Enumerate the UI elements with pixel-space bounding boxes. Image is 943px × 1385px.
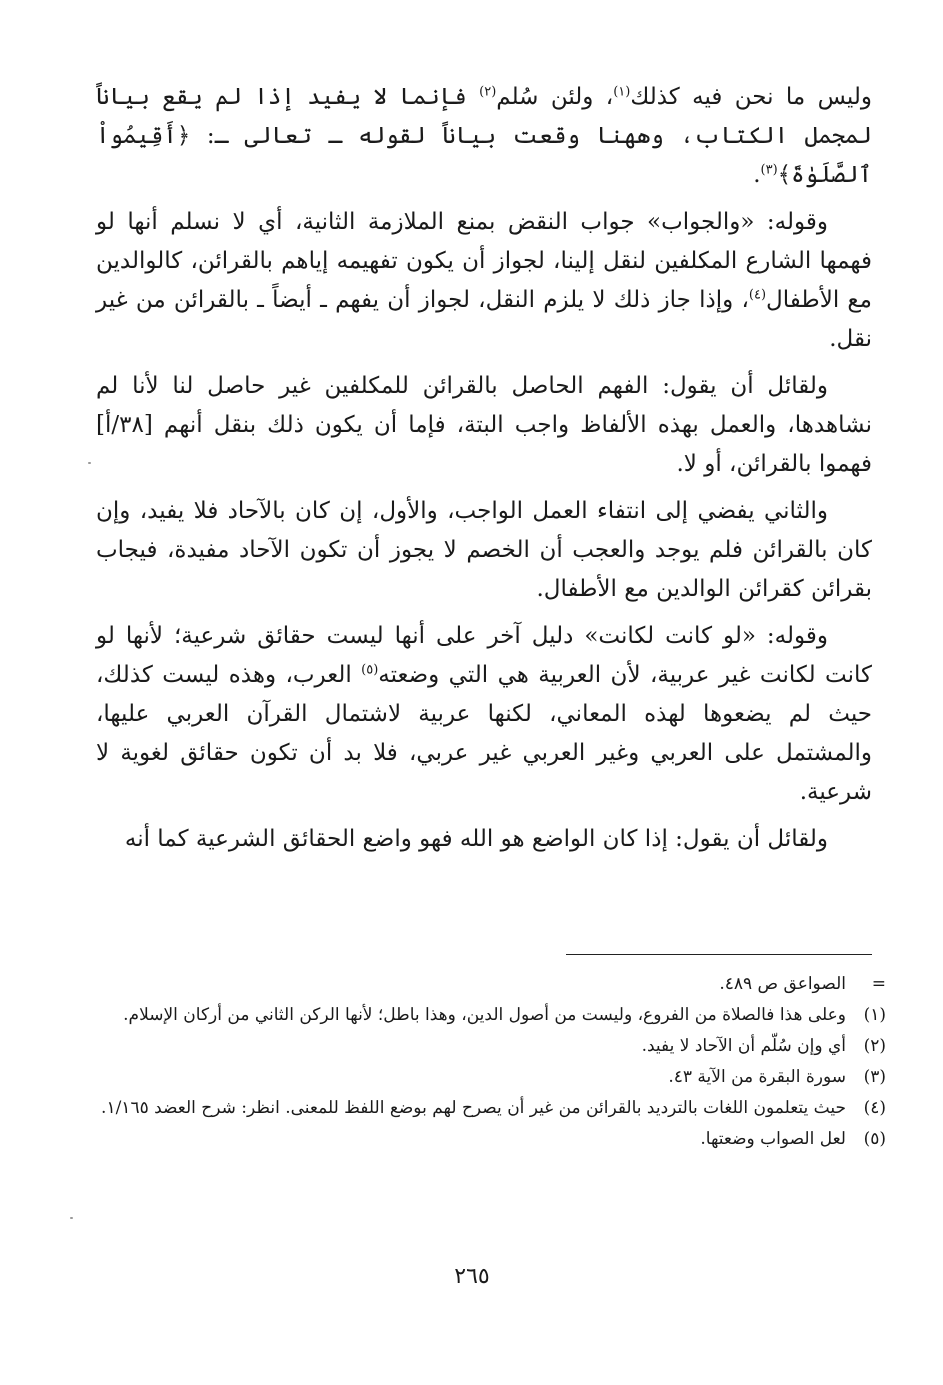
scan-speck bbox=[70, 1217, 73, 1219]
footnote-text: حيث يتعلمون اللغات بالترديد بالقرائن من غير أن يصرح لهم بوضع اللفظ للمعنى. انظر: شرح العضد ١/١٦٥. bbox=[101, 1098, 846, 1118]
footnote bbox=[96, 1094, 886, 1122]
footnote-text: وعلى هذا فالصلاة من الفروع، وليست من أصول الدين، وهذا باطل؛ لأنها الركن الثاني من أركان الإسلام. bbox=[123, 1005, 846, 1025]
paragraph-text: وليس ما نحن فيه كذلك bbox=[630, 84, 872, 110]
footnote bbox=[96, 1001, 886, 1029]
footnote-mark: = bbox=[871, 974, 886, 994]
paragraph-text: . bbox=[753, 162, 761, 188]
footnote-reference: (٤) bbox=[748, 287, 767, 303]
footnote-mark: (٤) bbox=[863, 1098, 886, 1118]
paragraph bbox=[96, 492, 872, 609]
paragraph-text: العرب، وهذه ليست كذلك، حيث لم يضعوها لهذه المعاني، لكنها عربية لاشتمال القرآن العربي عليها، والمشتمل على العربي وغير العربي غير عربي، فلا بد أن تكون حقائق لغوية لا شرعية. bbox=[96, 662, 872, 805]
page-number: ٢٦٥ bbox=[454, 1264, 490, 1289]
footnote-text: أي وإن سُلّم أن الآحاد لا يفيد. bbox=[641, 1036, 846, 1056]
paragraph-text: وقوله: «والجواب» جواب النقض بمنع الملازمة الثانية، أي لا نسلم أنها لو فهمها الشارع المكلفين لنقل إلينا، لجواز أن يكون تفهيمه إياهم بالقرائن، كالوالدين مع الأطفال bbox=[96, 209, 872, 313]
paragraph bbox=[96, 203, 872, 359]
footnote-text: سورة البقرة من الآية ٤٣. bbox=[668, 1067, 846, 1087]
paragraph-text: ، وإذا جاز ذلك لا يلزم النقل، لجواز أن يفهم ـ أيضاً ـ بالقرائن من غير نقل. bbox=[96, 287, 872, 352]
footnote-mark: (٣) bbox=[863, 1067, 886, 1087]
main-text bbox=[96, 78, 872, 867]
paragraph-text: ، ولئن سُلم bbox=[496, 84, 614, 110]
footnote-text: الصواعق ص ٤٨٩. bbox=[719, 974, 846, 994]
footnote-text: لعل الصواب وضعتها. bbox=[700, 1129, 846, 1149]
footnote-reference: (٢) bbox=[479, 84, 497, 100]
paragraph-text: ولقائل أن يقول: الفهم الحاصل بالقرائن للمكلفين غير حاصل لنا لأنا لم نشاهدها، والعمل بهذه الألفاظ واجب البتة، فإما أن يكون ذلك بنقل أنهم [٣٨/أ] فهموا بالقرائن، أو لا. bbox=[96, 373, 872, 477]
footnote bbox=[96, 1125, 886, 1153]
paragraph bbox=[96, 367, 872, 484]
footnote-mark: (١) bbox=[863, 1005, 886, 1025]
footnote-reference: (٣) bbox=[760, 162, 778, 178]
paragraph-text: ولقائل أن يقول: إذا كان الواضع هو الله فهو واضع الحقائق الشرعية كما أنه bbox=[124, 826, 828, 852]
paragraph bbox=[96, 617, 872, 812]
footnote-mark: (٢) bbox=[863, 1036, 886, 1056]
paragraph-text: فإنما لا يفيد إذا لم يقع بياناً لمجمل الكتاب، وههنا وقعت بياناً لقوله ـ تعالى ـ: ﴿أَقِيمُواْ ٱلصَّلَوٰةَ﴾ bbox=[96, 84, 872, 188]
paragraph-text: وقوله: «لو كانت لكانت» دليل آخر على أنها ليست حقائق شرعية؛ لأنها لو كانت لكانت غير عربية، لأن العربية هي التي وضعته bbox=[96, 623, 872, 688]
footnote-reference: (٥) bbox=[361, 662, 379, 678]
footnote bbox=[96, 970, 886, 998]
footnote-separator bbox=[566, 954, 872, 955]
paragraph-text: والثاني يفضي إلى انتفاء العمل الواجب، والأول، إن كان بالآحاد فلا يفيد، وإن كان بالقرائن فلم يوجد والعجب أن الخصم لا يجوز أن تكون الآحاد مفيدة، فيجاب بقرائن كقرائن الوالدين مع الأطفال. bbox=[96, 498, 872, 602]
footnote-mark: (٥) bbox=[863, 1129, 886, 1149]
paragraph bbox=[96, 820, 872, 859]
footnote-reference: (١) bbox=[613, 84, 631, 100]
footnote bbox=[96, 1032, 886, 1060]
footnotes bbox=[96, 970, 886, 1156]
scan-speck bbox=[88, 462, 91, 464]
paragraph bbox=[96, 78, 872, 195]
footnote bbox=[96, 1063, 886, 1091]
